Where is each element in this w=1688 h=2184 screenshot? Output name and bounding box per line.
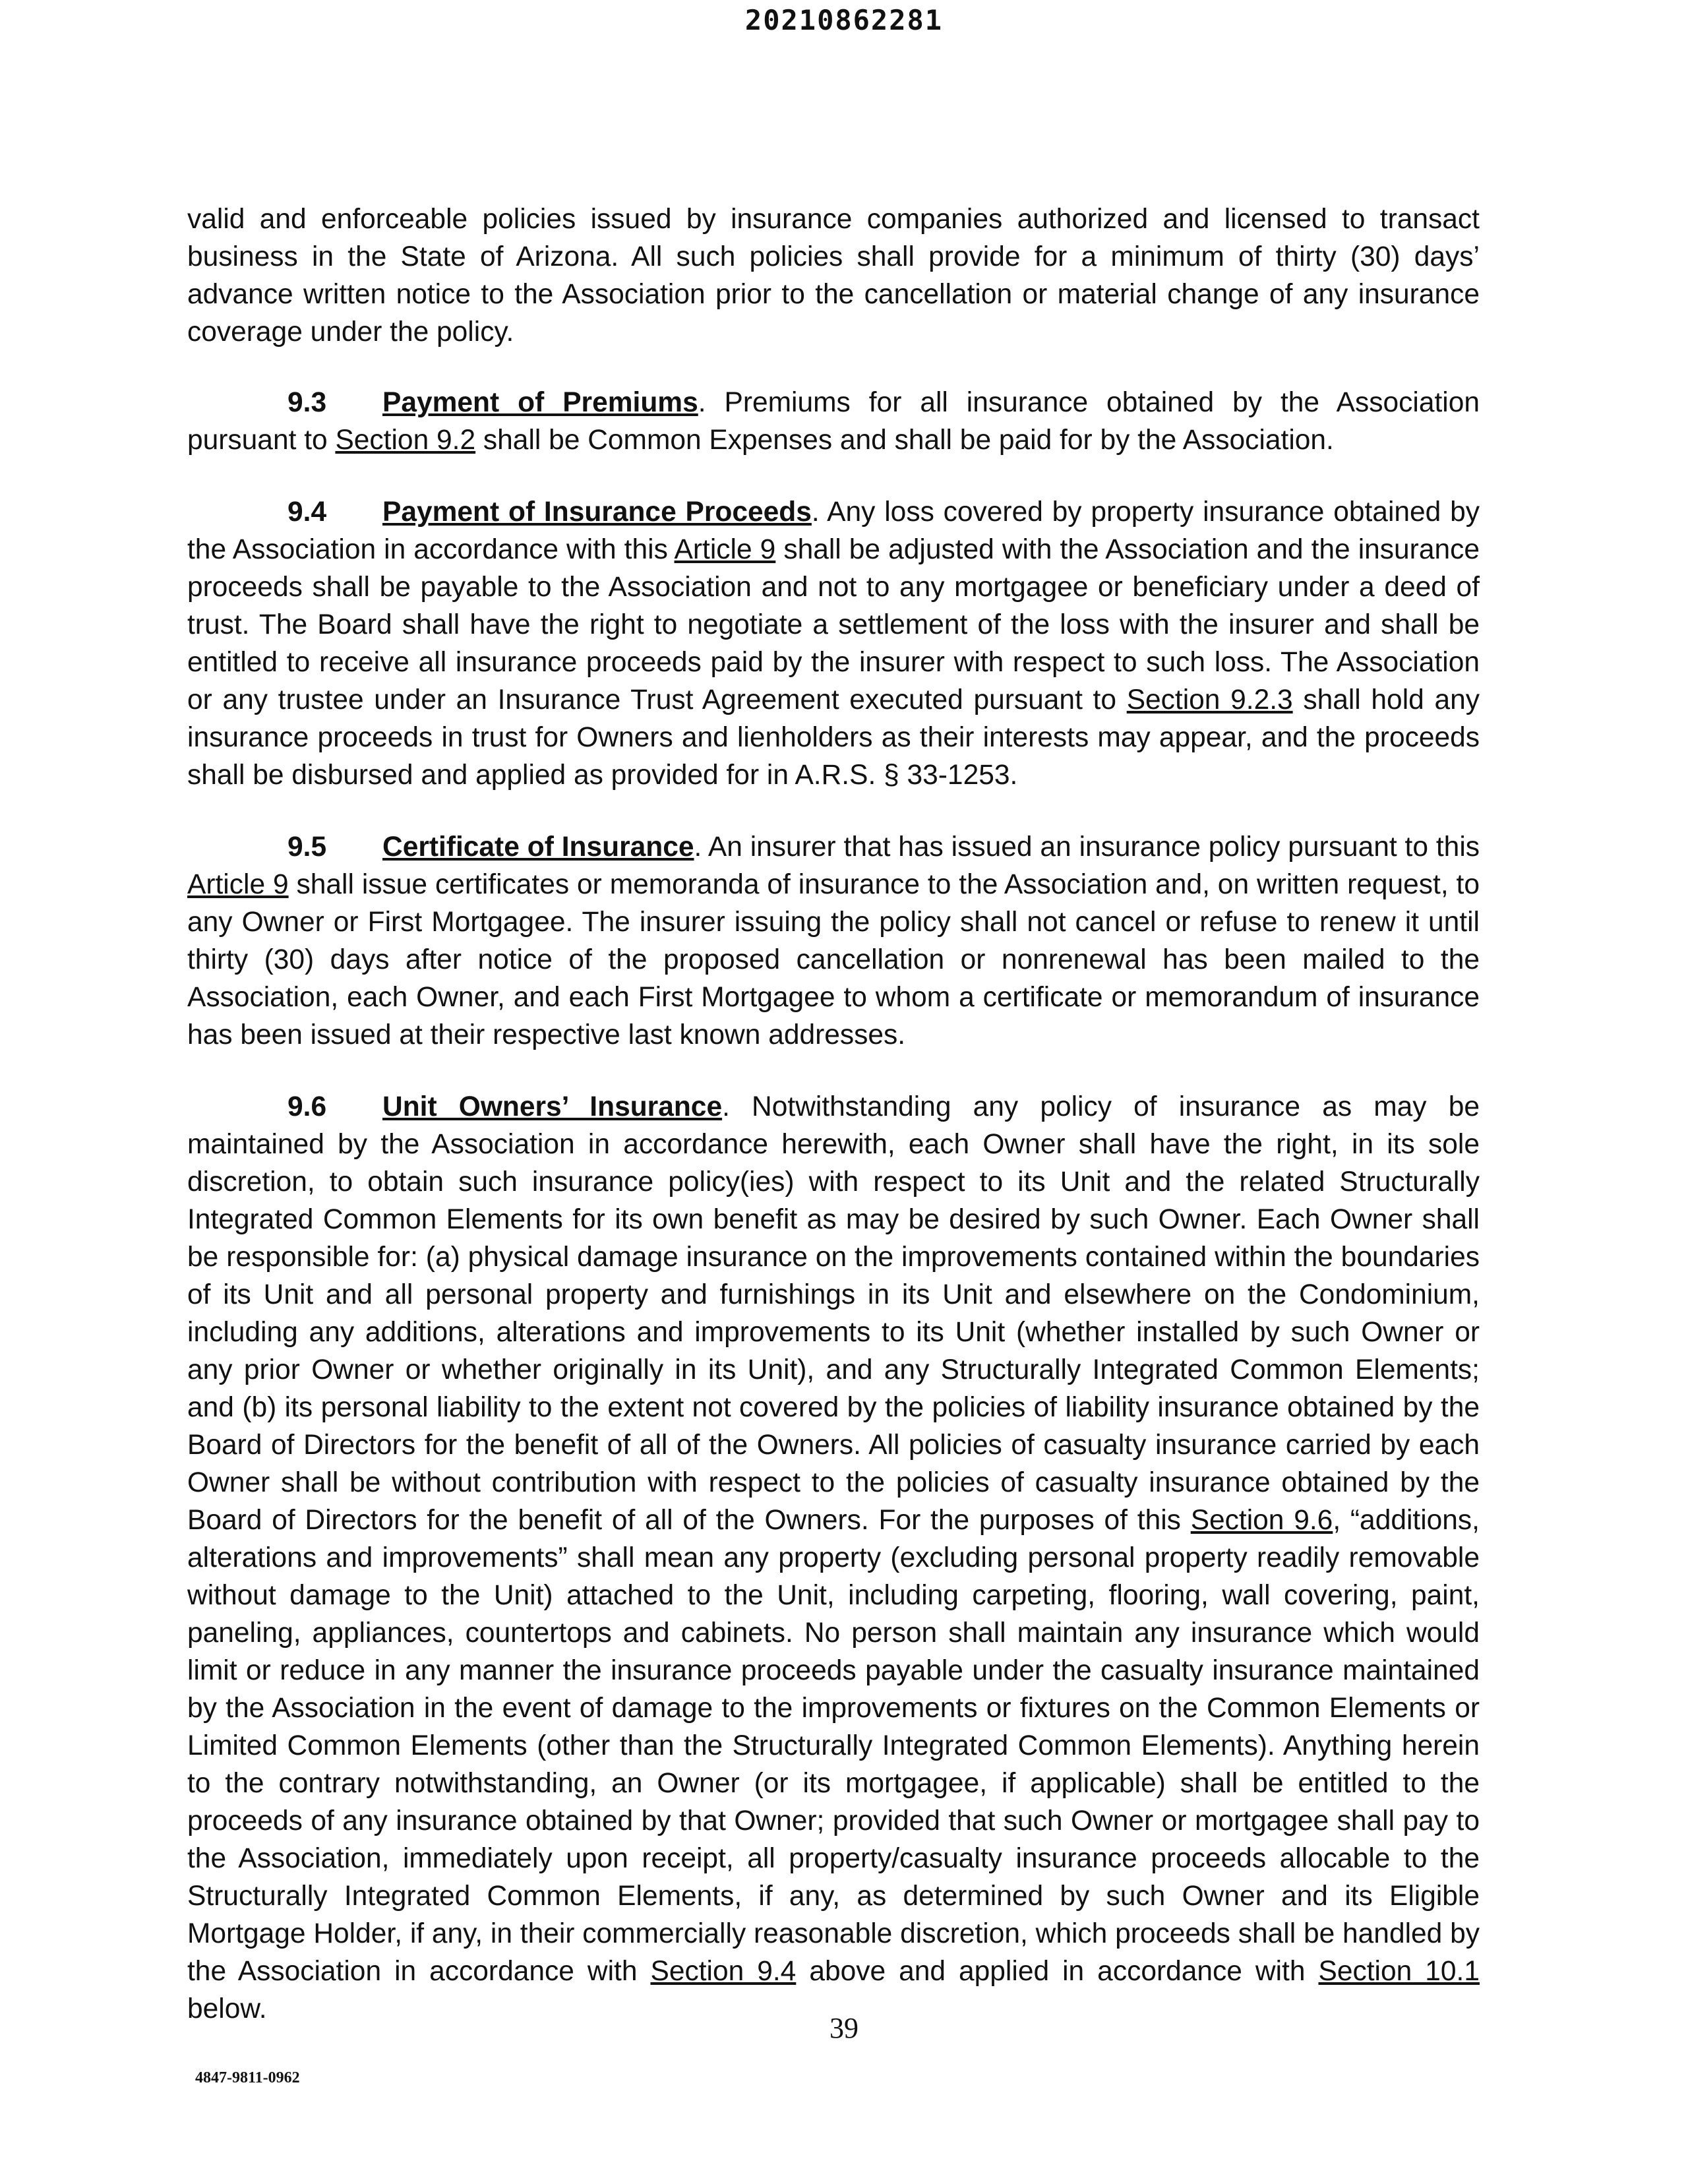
document-id: 4847-9811-0962 xyxy=(195,2069,300,2086)
section-number: 9.4 xyxy=(287,497,327,528)
paragraph-continuation xyxy=(187,200,1480,351)
section-heading: Payment of Insurance Proceeds xyxy=(382,497,812,528)
paragraph-text: . Notwithstanding any policy of insurance as may be maintained by the Association in accordance herewith, each Owner shall have the right, in its sole discretion, to obtain such insurance policy(ies) with respect to its Unit and the related Structurally Integrated Common Elements for its own benefit as may be desired by such Owner. Each Owner shall be responsible for: (a) physical damage insurance on the improvements contained within the boundaries of its Unit and all personal property and furnishings in its Unit and elsewhere on the Condominium, including any additions, alterations and improvements to its Unit (whether installed by such Owner or any prior Owner or whether originally in its Unit), and any Structurally Integrated Common Elements; and (b) its personal liability to the extent not covered by the policies of liability insurance obtained by the Board of Directors for the benefit of all of the Owners. All policies of casualty insurance carried by each Owner shall be without contribution with respect to the policies of casualty insurance obtained by the Board of Directors for the benefit of all of the Owners. For the purposes of this xyxy=(187,1091,1480,1536)
document-recording-number: 20210862281 xyxy=(744,4,944,36)
section-9-5-paragraph xyxy=(187,828,1480,1054)
paragraph-text: valid and enforceable policies issued by insurance companies authorized and licensed to transact business in the State of Arizona. All such policies shall provide for a minimum of thirty (30) days’ advance written notice to the Association prior to the cancellation or material change of any insurance coverage under the policy. xyxy=(187,204,1480,348)
section-reference: Section 9.4 xyxy=(650,1956,797,1987)
paragraph-text: shall hold any insurance proceeds in trust for Owners and lienholders as their interests may appear, and the proceeds shall be disbursed and applied as provided for in A.R.S. § 33-1253. xyxy=(187,684,1480,791)
section-heading: Payment of Premiums xyxy=(382,387,698,418)
paragraph-text: . Any loss covered by property insurance obtained by the Association in accordance with this xyxy=(187,497,1480,565)
page-number: 39 xyxy=(829,2012,859,2044)
paragraph-text: . Premiums for all insurance obtained by the Association pursuant to xyxy=(187,387,1480,456)
document-body xyxy=(187,200,1480,2062)
article-reference: Article 9 xyxy=(187,869,289,900)
section-number: 9.5 xyxy=(287,832,327,863)
section-9-3-paragraph xyxy=(187,384,1480,459)
paragraph-text: above and applied in accordance with xyxy=(796,1956,1319,1987)
paragraph-text: . An insurer that has issued an insurance policy pursuant to this xyxy=(694,832,1480,863)
paragraph-text: shall issue certificates or memoranda of insurance to the Association and, on written request, to any Owner or First Mortgagee. The insurer issuing the policy shall not cancel or refuse to renew it until thirty (30) days after notice of the proposed cancellation or nonrenewal has been mailed to the Association, each Owner, and each First Mortgagee to whom a certificate or memorandum of insurance has been issued at their respective last known addresses. xyxy=(187,869,1480,1050)
section-reference: Section 9.2.3 xyxy=(1126,684,1293,715)
article-reference: Article 9 xyxy=(674,534,776,565)
section-number: 9.6 xyxy=(287,1091,327,1122)
section-heading: Unit Owners’ Insurance xyxy=(382,1091,723,1122)
paragraph-text: below. xyxy=(187,1993,267,2024)
section-9-6-paragraph xyxy=(187,1088,1480,2028)
section-heading: Certificate of Insurance xyxy=(382,832,694,863)
paragraph-text: shall be Common Expenses and shall be paid for by the Association. xyxy=(475,425,1334,456)
section-number: 9.3 xyxy=(287,387,327,418)
section-reference: Section 9.2 xyxy=(335,425,476,456)
paragraph-text: shall be adjusted with the Association and the insurance proceeds shall be payable to the Association and not to any mortgagee or beneficiary under a deed of trust. The Board shall have the right to negotiate a settlement of the loss with the insurer and shall be entitled to receive all insurance proceeds paid by the insurer with respect to such loss. The Association or any trustee under an Insurance Trust Agreement executed pursuant to xyxy=(187,534,1480,715)
section-reference: Section 10.1 xyxy=(1318,1956,1480,1987)
section-reference: Section 9.6 xyxy=(1190,1505,1333,1536)
section-9-4-paragraph xyxy=(187,493,1480,794)
paragraph-text: , “additions, alterations and improvements” shall mean any property (excluding personal property readily removable without damage to the Unit) attached to the Unit, including carpeting, flooring, wall covering, paint, paneling, appliances, countertops and cabinets. No person shall maintain any insurance which would limit or reduce in any manner the insurance proceeds payable under the casualty insurance maintained by the Association in the event of damage to the improvements or fixtures on the Common Elements or Limited Common Elements (other than the Structurally Integrated Common Elements). Anything herein to the contrary notwithstanding, an Owner (or its mortgagee, if applicable) shall be entitled to the proceeds of any insurance obtained by that Owner; provided that such Owner or mortgagee shall pay to the Association, immediately upon receipt, all property/casualty insurance proceeds allocable to the Structurally Integrated Common Elements, if any, as determined by such Owner and its Eligible Mortgage Holder, if any, in their commercially reasonable discretion, which proceeds shall be handled by the Association in accordance with xyxy=(187,1505,1480,1987)
